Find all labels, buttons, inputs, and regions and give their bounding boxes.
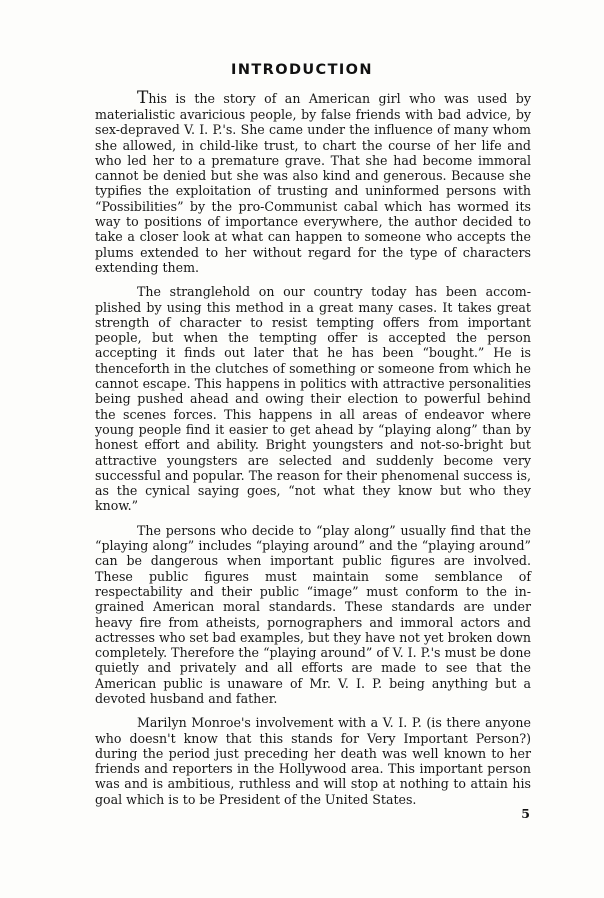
- paragraph-4: Marilyn Monroe's involvement with a V. I. P. (is there anyone who doesn't know that this stands for Very Important Person?) during the period just preceding her death was well known to her friends and reporters in the Hollywood area. This important person was and is ambitious, ruthless and will stop at nothing to attain his goal which is to be President of the United States.: [95, 715, 531, 807]
- body-text: [95, 90, 531, 816]
- paragraph-1: [95, 90, 531, 275]
- page-number: 5: [521, 806, 530, 821]
- drop-cap: T: [137, 88, 149, 108]
- paragraph-3: The persons who decide to “play along” usually find that the “playing along” includes “playing around” and the “playing around” can be dangerous when important public figures are involved. These public figures must maintain some semblance of respectability and their public “image” must conform to the ingrained American moral standards. These standards are under heavy fire from atheists, pornographers and immoral actors and actresses who set bad examples, but they have not yet broken down completely. Therefore the “playing around” of V. I. P.'s must be done quietly and privately and all efforts are made to see that the American public is unaware of Mr. V. I. P. being anything but a devoted husband and father.: [95, 522, 532, 706]
- paragraph-2: The stranglehold on our country today has been accomplished by using this method in a great many cases. It takes great strength of character to resist tempting offers from important people, but when the tempting offer is accepted the person accepting it finds out later that he has been “bought.” He is thenceforth in the clutches of something or someone from which he cannot escape. This happens in politics with attractive personalities being pushed ahead and owing their election to powerful behind the scenes forces. This happens in all areas of endeavor where young people find it easier to get ahead by “playing along” than by honest effort and ability. Bright youngsters and not-so-bright but attractive youngsters are selected and suddenly become very successful and popular. The reason for their phenomenal success is, as the cynical saying goes, “not what they know but who they know.”: [95, 284, 531, 514]
- paragraph-1-text: his is the story of an American girl who was used by materialistic avaricious people, by false friends with bad advice, by sex-depraved V. I. P.'s. She came under the influence of many whom she allowed, in child-like trust, to chart the course of her life and who led her to a premature grave. That she had become immoral cannot be denied but she was also kind and generous. Because she typifies the exploitation of trusting and uninformed persons with “Possibilities” by the pro-Communist cabal which has wormed its way to positions of importance everywhere, the author decided to take a closer look at what can happen to someone who accepts the plums extended to her without regard for the type of characters extending them.: [95, 91, 531, 275]
- page-title: INTRODUCTION: [231, 62, 373, 78]
